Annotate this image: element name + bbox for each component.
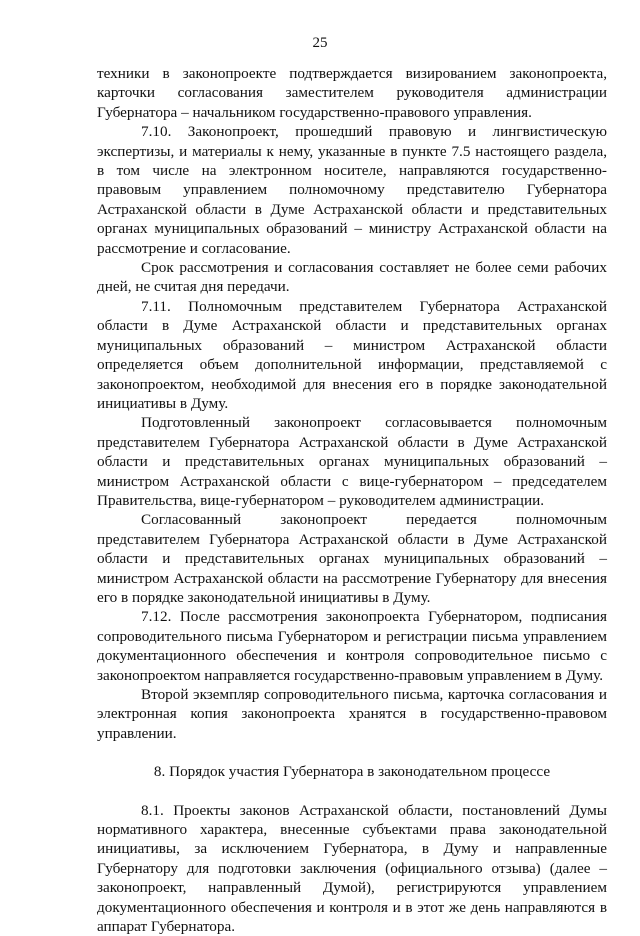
paragraph-7-11: 7.11. Полномочным представителем Губернатора Астраханской области в Думе Астраханской области и представительных органах муниципальных образований – министром Астраханской области определяется объем дополнительной информации, представляемой с законопроектом, необходимой для внесения его в порядке законодательной инициативы в Думу.: [97, 297, 607, 412]
document-body: [97, 64, 607, 936]
paragraph-7-10: 7.10. Законопроект, прошедший правовую и лингвистическую экспертизы, и материалы к нему, указанные в пункте 7.5 настоящего раздела, в том числе на электронном носителе, направляются государственно-правовым управлением полномочному представителю Губернатора Астраханской области в Думе Астраханской области и представительных органах муниципальных образований – министру Астраханской области на рассмотрение и согласование.: [97, 123, 607, 257]
paragraph-continuation: техники в законопроекте подтверждается визированием законопроекта, карточки согласования заместителем руководителя администрации Губернатора – начальником государственно-правового управления.: [97, 65, 607, 121]
paragraph-prepared-bill: Подготовленный законопроект согласовывается полномочным представителем Губернатора Астраханской области в Думе Астраханской области и представительных органах муниципальных образований – министром Астраханской области с вице-губернатором – председателем Правительства, вице-губернатором – руководителем администрации.: [97, 414, 607, 509]
page-number: 25: [312, 35, 328, 51]
section-heading: 8. Порядок участия Губернатора в законодательном процессе: [153, 763, 551, 781]
paragraph-8-1: 8.1. Проекты законов Астраханской области, постановлений Думы нормативного характера, внесенные субъектами права законодательной инициативы, за исключением Губернатора, в Думу и направленные Губернатору для подготовки заключения (официального отзыва) (далее – законопроект, направленный Думой), регистрируются управлением документационного обеспечения и контроля и в этот же день направляются в аппарат Губернатора.: [97, 801, 607, 936]
paragraph-second-copy: Второй экземпляр сопроводительного письма, карточка согласования и электронная копия законопроекта хранятся в государственно-правовом управлении.: [97, 686, 607, 742]
paragraph-review-period: Срок рассмотрения и согласования составляет не более семи рабочих дней, не считая дня передачи.: [97, 259, 607, 296]
paragraph-7-12: 7.12. После рассмотрения законопроекта Губернатором, подписания сопроводительного письма Губернатором и регистрации письма управлением документационного обеспечения и контроля сопроводительное письмо с законопроектом направляется государственно-правовым управлением в Думу.: [97, 608, 607, 684]
paragraph-agreed-bill: Согласованный законопроект передается полномочным представителем Губернатора Астраханской области в Думе Астраханской области и представительных органах муниципальных образований – министром Астраханской области на рассмотрение Губернатору для внесения его в порядке законодательной инициативы в Думу.: [97, 511, 607, 606]
